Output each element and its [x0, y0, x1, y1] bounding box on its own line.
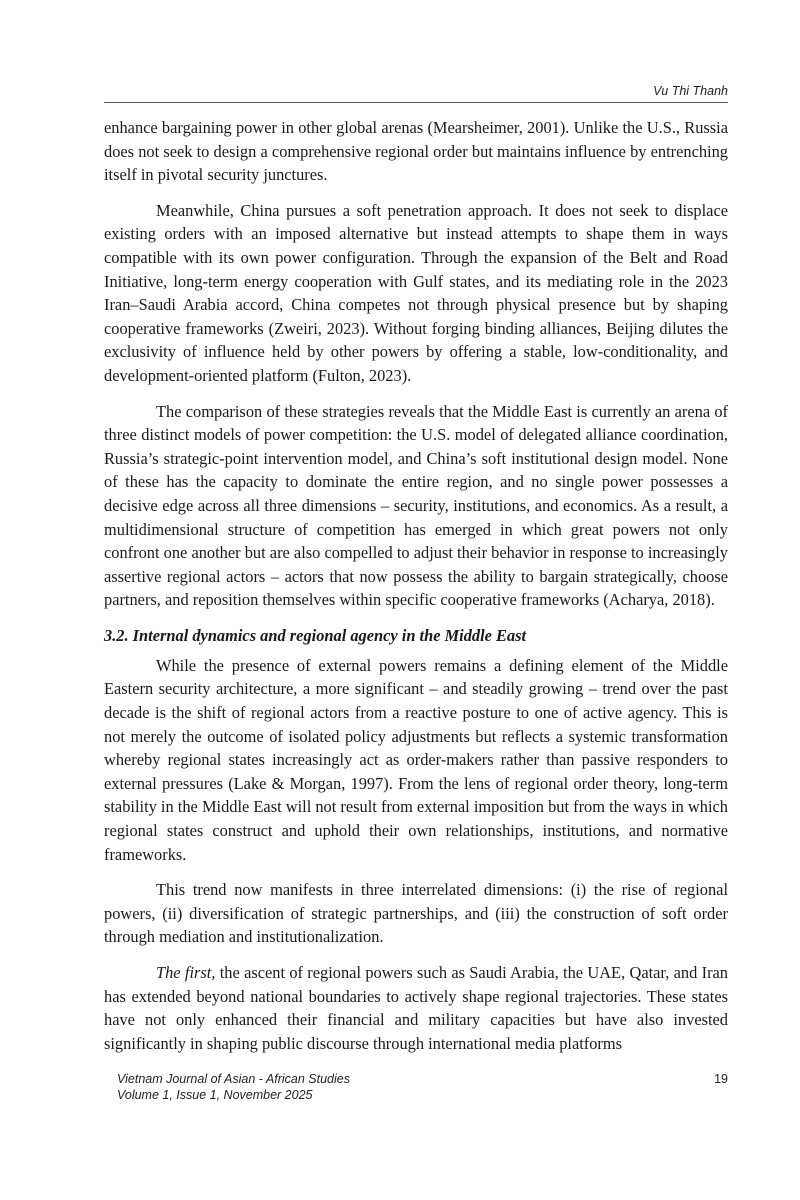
paragraph-1: enhance bargaining power in other global arenas (Mearsheimer, 2001). Unlike the U.S., Russia does not seek to design a comprehensive regional order but maintains influence by entrenching itself in pivotal security junctures. [104, 118, 728, 185]
running-header-author: Vu Thi Thanh [653, 84, 728, 98]
section-heading: 3.2. Internal dynamics and regional agency in the Middle East [104, 625, 527, 645]
page-number: 19 [714, 1072, 728, 1086]
paragraph-3: The comparison of these strategies reveals that the Middle East is currently an arena of three distinct models of power competition: the U.S. model of delegated alliance coordination, Russia’s strategic-point intervention model, and China’s soft institutional design model. None of these has the capacity to dominate the entire region, and no single power possesses a decisive edge across all three dimensions – security, institutions, and economics. As a result, a multidimensional structure of competition has emerged in which great powers not only confront one another but are also compelled to adjust their behavior in response to increasingly assertive regional actors – actors that now possess the ability to bargain strategically, choose partners, and reposition themselves within specific cooperative frameworks (Acharya, 2018). [104, 401, 728, 610]
paragraph-5: This trend now manifests in three interrelated dimensions: (i) the rise of regional powers, (ii) diversification of strategic partnerships, and (iii) the construction of soft order through mediation and institutionalization. [104, 880, 728, 947]
page-body [104, 116, 728, 1067]
footer-issue: Volume 1, Issue 1, November 2025 [117, 1088, 313, 1102]
paragraph-6-text: the ascent of regional powers such as Saudi Arabia, the UAE, Qatar, and Iran has extended beyond national boundaries to actively shape regional trajectories. These states have not only enhanced their financial and military capacities but have also invested significantly in shaping public discourse through international media platforms [104, 963, 728, 1053]
paragraph-4: While the presence of external powers remains a defining element of the Middle Eastern security architecture, a more significant – and steadily growing – trend over the past decade is the shift of regional actors from a reactive posture to one of active agency. This is not merely the outcome of isolated policy adjustments but reflects a systemic transformation whereby regional states increasingly act as order-makers rather than passive responders to external pressures (Lake & Morgan, 1997). From the lens of regional order theory, long-term stability in the Middle East will not result from external imposition but from the ways in which regional states construct and uphold their own relationships, institutions, and normative frameworks. [104, 655, 728, 864]
footer-journal-name: Vietnam Journal of Asian - African Studies [117, 1072, 350, 1086]
paragraph-2: Meanwhile, China pursues a soft penetration approach. It does not seek to displace existing orders with an imposed alternative but instead attempts to shape them in ways compatible with its own power configuration. Through the expansion of the Belt and Road Initiative, long-term energy cooperation with Gulf states, and its mediating role in the 2023 Iran–Saudi Arabia accord, China competes not through physical presence but by shaping cooperative frameworks (Zweiri, 2023). Without forging binding alliances, Beijing dilutes the exclusivity of influence held by other powers by offering a stable, low-conditionality, and development-oriented platform (Fulton, 2023). [104, 200, 728, 385]
header-divider [104, 102, 728, 103]
paragraph-6-lead: The first, [156, 963, 216, 982]
paragraph-6 [104, 961, 728, 1055]
page-footer [117, 1071, 728, 1103]
